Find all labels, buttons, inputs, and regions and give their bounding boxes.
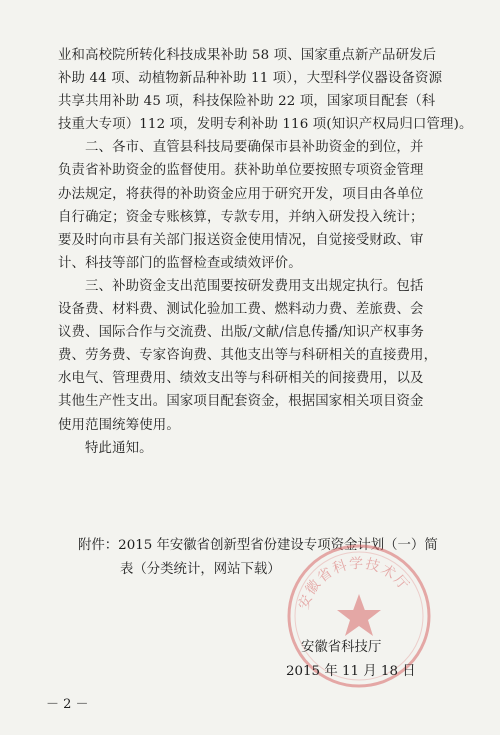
signature-organization: 安徽省科技厅 bbox=[301, 640, 382, 655]
document-body bbox=[58, 44, 473, 460]
body-line-13: 议费、国际合作与交流费、出版/文献/信息传播/知识产权事务 bbox=[58, 325, 425, 341]
body-line-16: 其他生产性支出。国家项目配套资金，根据国家相关项目资金 bbox=[58, 394, 424, 410]
body-line-12: 设备费、材料费、测试化验加工费、燃料动力费、差旅费、会 bbox=[58, 302, 424, 318]
closing-notice: 特此通知。 bbox=[85, 440, 153, 456]
attachment-line-2: 表（分类统计，网站下载） bbox=[120, 562, 281, 577]
body-line-8: 自行确定；资金专账核算，专款专用，并纳入研发投入统计； bbox=[58, 209, 424, 225]
body-line-1: 业和高校院所转化科技成果补助 58 项、国家重点新产品研发后 bbox=[58, 48, 437, 63]
signature-date: 2015 年 11 月 18 日 bbox=[286, 664, 416, 679]
body-line-2: 补助 44 项、动植物新品种补助 11 项），大型科学仪器设备资源 bbox=[58, 71, 443, 87]
svg-text:安徽省科学技术厅: 安徽省科学技术厅 bbox=[296, 555, 413, 612]
section-two-heading-line: 二、各市、直管县科技局要确保市县补助资金的到位，并 bbox=[85, 140, 424, 156]
body-line-17: 使用范围统筹使用。 bbox=[58, 417, 180, 433]
body-line-4: 技重大专项）112 项，发明专利补助 116 项(知识产权局归口管理)。 bbox=[58, 117, 473, 133]
body-line-10: 计、科技等部门的监督检查或绩效评价。 bbox=[58, 255, 302, 271]
body-line-15: 水电气、管理费用、绩效支出等与科研相关的间接费用，以及 bbox=[58, 371, 424, 387]
body-line-3: 共享共用补助 45 项，科技保险补助 22 项，国家项目配套（科 bbox=[58, 94, 436, 110]
body-line-7: 办法规定，将获得的补助资金应用于研究开发，项目由各单位 bbox=[58, 186, 424, 202]
section-three-heading-line: 三、补助资金支出范围要按研发费用支出规定执行。包括 bbox=[85, 278, 424, 294]
body-line-6: 负责省补助资金的监督使用。获补助单位要按照专项资金管理 bbox=[58, 163, 424, 179]
page-number: － 2 － bbox=[46, 697, 89, 712]
body-line-14: 费、劳务费、专家咨询费、其他支出等与科研相关的直接费用， bbox=[58, 348, 438, 364]
body-line-9: 要及时向市县有关部门报送资金使用情况，自觉接受财政、审 bbox=[58, 232, 424, 248]
attachment-line-1: 附件：2015 年安徽省创新型省份建设专项资金计划（一）简 bbox=[78, 538, 438, 553]
